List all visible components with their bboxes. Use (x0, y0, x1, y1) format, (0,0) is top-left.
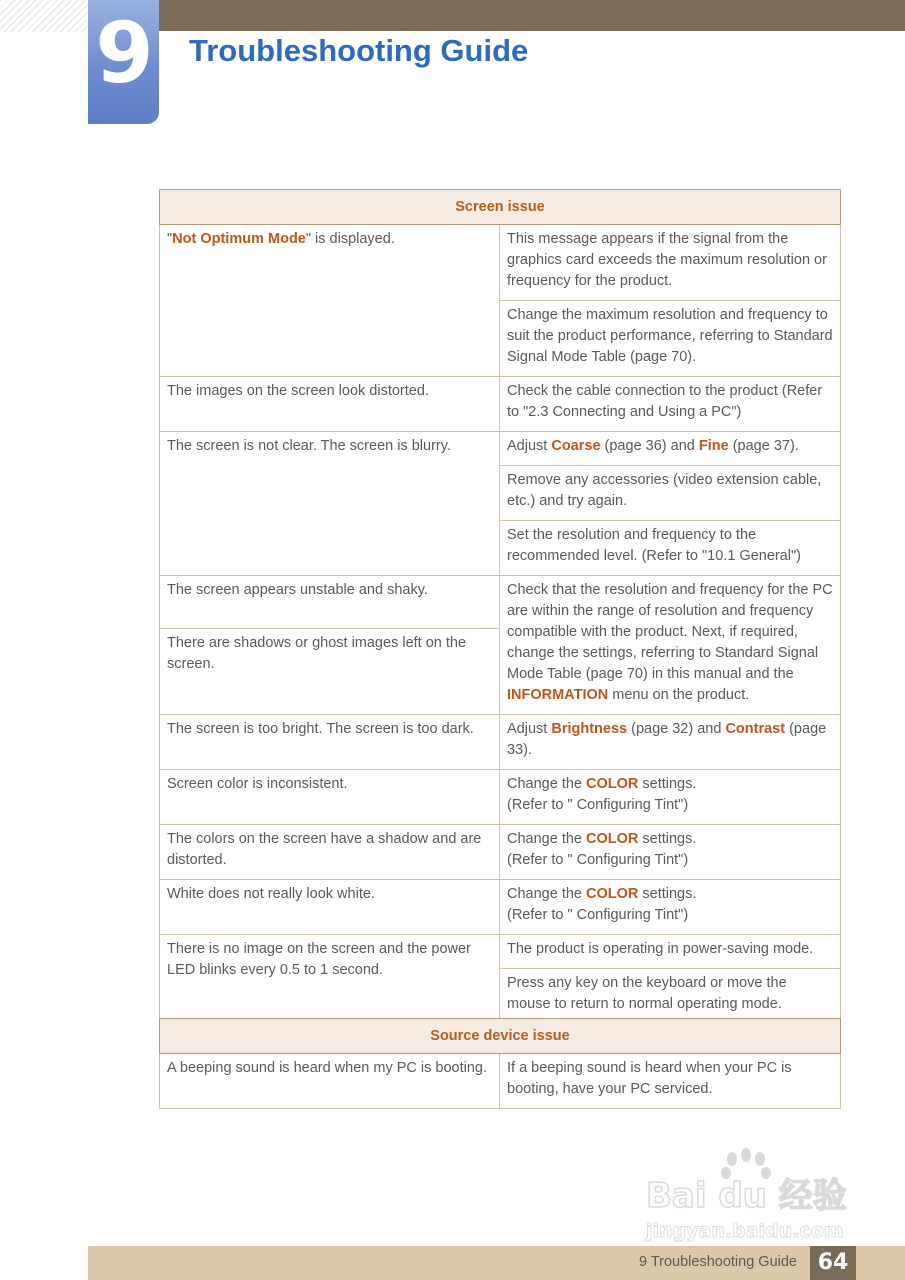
table-row (160, 880, 841, 935)
table-row (160, 576, 841, 629)
table-row (160, 770, 841, 825)
chapter-number: 9 (95, 4, 152, 102)
table-row (160, 225, 841, 301)
header-hatch-decoration (0, 0, 88, 32)
solution-cell: Remove any accessories (video extension cable, etc.) and try again. (500, 466, 841, 521)
menu-term: COLOR (586, 886, 639, 902)
solution-cell: Change the COLOR settings. (Refer to " Configuring Tint") (500, 770, 841, 825)
issue-cell: There are shadows or ghost images left on the screen. (160, 629, 500, 715)
menu-term: INFORMATION (507, 687, 609, 703)
table-row (160, 1054, 841, 1109)
source-device-issue-table (159, 1018, 841, 1109)
chapter-tab (88, 0, 159, 124)
table-row (160, 715, 841, 770)
issue-cell: "Not Optimum Mode" is displayed. (160, 225, 500, 377)
watermark-url: jingyan.baidu.com (646, 1220, 844, 1242)
table-header-row (160, 190, 841, 225)
menu-term: COLOR (586, 776, 639, 792)
solution-cell: Adjust Coarse (page 36) and Fine (page 37). (500, 432, 841, 466)
table-row (160, 377, 841, 432)
issue-cell: There is no image on the screen and the power LED blinks every 0.5 to 1 second. (160, 935, 500, 1024)
table-header-row (160, 1019, 841, 1054)
header-bar (158, 0, 905, 31)
solution-cell: Change the COLOR settings. (Refer to " Configuring Tint") (500, 825, 841, 880)
issue-cell: Screen color is inconsistent. (160, 770, 500, 825)
menu-term: COLOR (586, 831, 639, 847)
watermark-brand: Bai du 经验 (646, 1176, 847, 1216)
menu-term: Brightness (551, 721, 628, 737)
menu-term: Not Optimum Mode (172, 231, 306, 247)
solution-cell: Press any key on the keyboard or move the mouse to return to normal operating mode. (500, 969, 841, 1024)
table-header: Source device issue (160, 1019, 841, 1054)
issue-cell: The images on the screen look distorted. (160, 377, 500, 432)
solution-cell: If a beeping sound is heard when your PC is booting, have your PC serviced. (500, 1054, 841, 1109)
table-row (160, 935, 841, 969)
solution-cell: Check that the resolution and frequency for the PC are within the range of resolution and frequency compatible with the product. Next, if required, change the settings, referring to Standard Signal Mode Table (page 70) in this manual and the INFORMATION menu on the product. (500, 576, 841, 715)
solution-cell: This message appears if the signal from the graphics card exceeds the maximum resolution or frequency for the product. (500, 225, 841, 301)
issue-cell: The colors on the screen have a shadow and are distorted. (160, 825, 500, 880)
issue-cell: The screen appears unstable and shaky. (160, 576, 500, 629)
table-row (160, 432, 841, 466)
issue-cell: White does not really look white. (160, 880, 500, 935)
menu-term: Coarse (551, 438, 601, 454)
solution-cell: Adjust Brightness (page 32) and Contrast (page 33). (500, 715, 841, 770)
issue-cell: The screen is not clear. The screen is blurry. (160, 432, 500, 576)
solution-cell: Set the resolution and frequency to the recommended level. (Refer to "10.1 General") (500, 521, 841, 576)
footer-section-label: 9 Troubleshooting Guide (639, 1254, 797, 1270)
table-row (160, 825, 841, 880)
baidu-watermark-logo (640, 1145, 855, 1245)
solution-cell: Check the cable connection to the product (Refer to "2.3 Connecting and Using a PC") (500, 377, 841, 432)
solution-cell: The product is operating in power-saving mode. (500, 935, 841, 969)
table-header: Screen issue (160, 190, 841, 225)
issue-cell: The screen is too bright. The screen is too dark. (160, 715, 500, 770)
solution-cell: Change the COLOR settings. (Refer to " Configuring Tint") (500, 880, 841, 935)
solution-cell: Change the maximum resolution and frequency to suit the product performance, referring to Standard Signal Mode Table (page 70). (500, 301, 841, 377)
page-title: Troubleshooting Guide (189, 33, 529, 68)
page-number: 64 (810, 1246, 856, 1280)
issue-cell: A beeping sound is heard when my PC is booting. (160, 1054, 500, 1109)
menu-term: Contrast (725, 721, 786, 737)
screen-issue-table (159, 189, 841, 1024)
menu-term: Fine (698, 438, 729, 454)
